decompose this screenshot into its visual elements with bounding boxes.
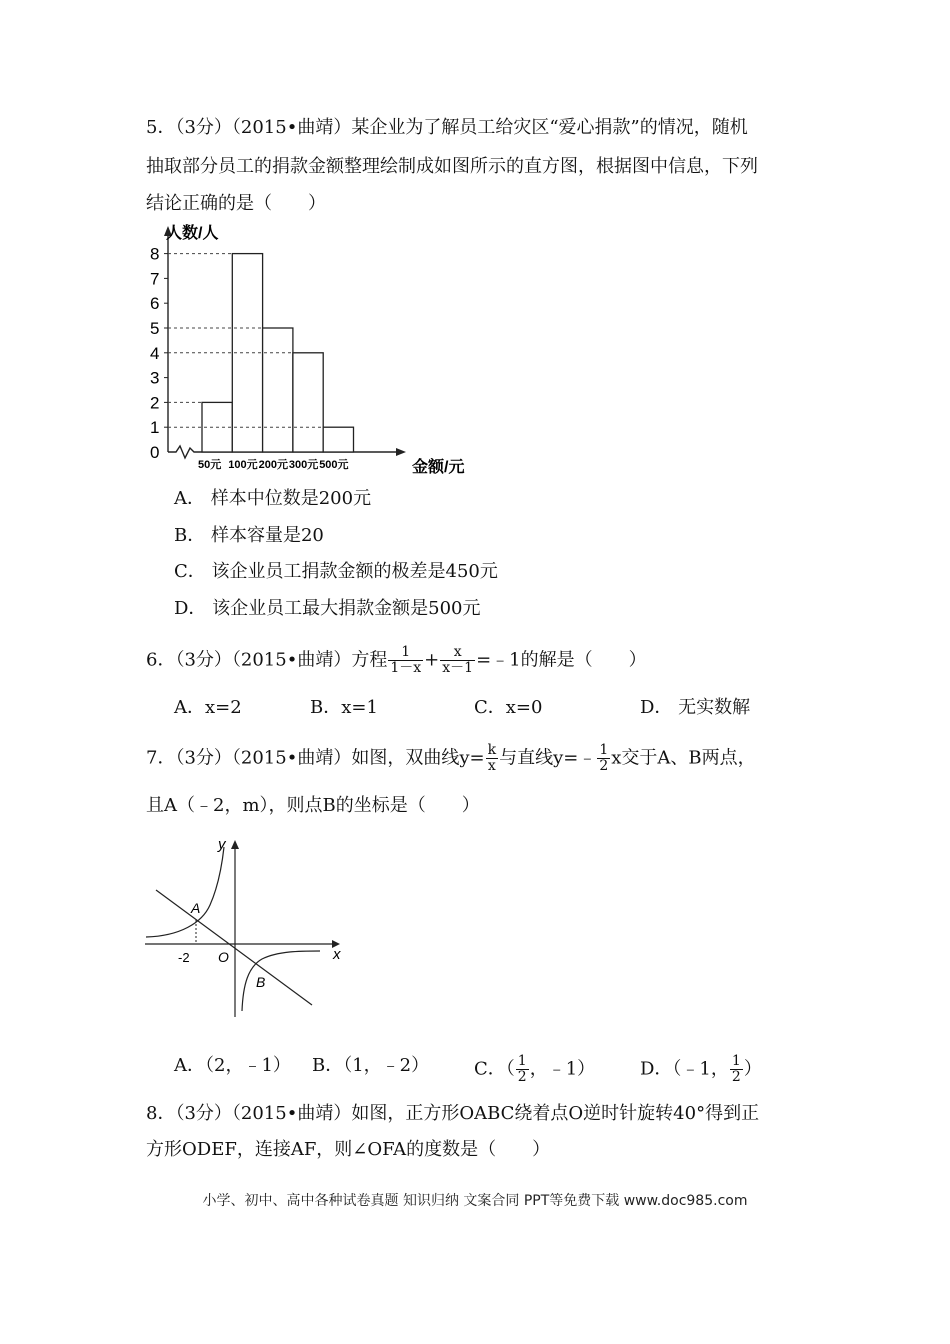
- q7-option-d-num: 1: [731, 1053, 741, 1069]
- q7-option-d-post: ）: [743, 1058, 762, 1080]
- q7-option-c[interactable]: [474, 1054, 595, 1085]
- q7-fraction-1: [486, 743, 498, 774]
- q7-option-c-den: 2: [517, 1069, 527, 1085]
- q6-fraction-2: [440, 645, 475, 676]
- q5-line-2: 抽取部分员工的捐款金额整理绘制成如图所示的直方图，根据图中信息，下列: [146, 156, 758, 177]
- histogram-ylabel: 人数/人: [166, 225, 219, 242]
- q6-option-a[interactable]: A．x=2: [174, 697, 242, 718]
- histogram-bar: [293, 353, 323, 452]
- q5-option-b[interactable]: B． 样本容量是20: [174, 525, 324, 546]
- q6-frac1-num: 1: [388, 645, 423, 661]
- histogram-x-tick-label: 50元: [198, 459, 222, 471]
- graph-line: [156, 890, 312, 1005]
- histogram-x-tick-label: 500元: [319, 459, 349, 471]
- q7-option-c-num: 1: [517, 1053, 527, 1069]
- graph-origin-label: O: [218, 949, 229, 965]
- graph-y-label: y: [218, 836, 226, 853]
- q5-option-c[interactable]: C． 该企业员工捐款金额的极差是450元: [174, 561, 498, 582]
- q5-line-1: 5．（3分）（2015•曲靖）某企业为了解员工给灾区“爱心捐款”的情况，随机: [146, 117, 748, 138]
- graph-point-a: A: [191, 900, 201, 916]
- q5-option-a[interactable]: A． 样本中位数是200元: [174, 488, 372, 509]
- histogram-y-tick-label: 3: [150, 368, 160, 388]
- histogram-y-tick-label: 2: [150, 393, 160, 413]
- q6-suffix: =﹣1的解是（ ）: [476, 649, 647, 671]
- histogram-y-tick-label: 7: [150, 269, 160, 289]
- histogram-y-tick-label: 5: [150, 319, 160, 338]
- q7-option-d[interactable]: [640, 1054, 762, 1085]
- histogram-y-ticks: [150, 245, 168, 462]
- q7-fraction-2: [597, 743, 610, 774]
- q7-option-c-pre: C．（: [474, 1058, 515, 1080]
- graph-y-arrow-icon: [231, 840, 239, 849]
- histogram-y-tick-label: 8: [150, 244, 160, 264]
- q7-frac2-den: 2: [599, 758, 609, 774]
- q5-option-d[interactable]: D． 该企业员工最大捐款金额是500元: [174, 598, 481, 619]
- histogram-xlabel: 金额/元: [412, 459, 465, 476]
- q7-option-a[interactable]: A．（2，﹣1）: [174, 1055, 291, 1076]
- histogram-y-tick-label: 1: [150, 418, 160, 438]
- q7-line-1: [146, 743, 756, 774]
- histogram-chart: [130, 222, 480, 480]
- histogram-x-tick-label: 100元: [228, 459, 258, 471]
- q6-frac1-den: 1－x: [390, 660, 422, 676]
- q7-frac2-num: 1: [599, 742, 609, 758]
- q7-suffix: x交于A、B两点，: [611, 747, 756, 769]
- histogram-y-tick-label: 0: [150, 443, 160, 462]
- q7-graph: [140, 835, 350, 1020]
- q8-line-1: 8．（3分）（2015•曲靖）如图，正方形OABC绕着点O逆时针旋转40°得到正: [146, 1103, 760, 1124]
- q7-option-c-post: ，﹣1）: [529, 1058, 596, 1080]
- graph-point-b: B: [256, 974, 266, 990]
- histogram-y-tick-label: 6: [150, 294, 160, 314]
- q6-frac2-den: x－1: [442, 660, 474, 676]
- q6-prefix: 6．（3分）（2015•曲靖）方程: [146, 649, 388, 671]
- q7-frac1-num: k: [487, 742, 497, 758]
- histogram-bar: [263, 328, 293, 452]
- q7-line-2: 且A（﹣2，m），则点B的坐标是（ ）: [146, 795, 480, 816]
- page-footer: 小学、初中、高中各种试卷真题 知识归纳 文案合同 PPT等免费下载 www.doc985.com: [202, 1193, 748, 1209]
- histogram-x-ticks: [198, 457, 349, 471]
- q7-middle: 与直线y=﹣: [499, 747, 597, 769]
- graph-x-label: x: [333, 946, 341, 963]
- histogram-x-tick-label: 300元: [288, 459, 319, 471]
- q7-option-b[interactable]: B．（1，﹣2）: [312, 1055, 430, 1076]
- histogram-y-tick-label: 4: [150, 343, 160, 363]
- q6-line: [146, 645, 647, 676]
- histogram-bar: [323, 427, 353, 452]
- q8-line-2: 方形ODEF，连接AF，则∠OFA的度数是（ ）: [146, 1139, 551, 1160]
- q6-option-b[interactable]: B．x=1: [310, 697, 378, 718]
- q6-frac2-num: x: [440, 645, 475, 661]
- q7-option-c-frac: [516, 1054, 529, 1085]
- q5-line-3: 结论正确的是（ ）: [146, 193, 326, 214]
- histogram-x-tick-label: 200元: [258, 459, 288, 471]
- q6-fraction-1: [388, 645, 423, 676]
- q7-option-d-frac: [730, 1054, 743, 1085]
- histogram-x-arrow-icon: [396, 448, 406, 456]
- q6-option-d[interactable]: D． 无实数解: [640, 697, 751, 718]
- graph-neg2-label: -2: [178, 950, 190, 965]
- q7-option-d-den: 2: [731, 1069, 741, 1085]
- q7-frac1-den: x: [487, 758, 496, 774]
- q7-option-d-pre: D．（﹣1，: [640, 1058, 729, 1080]
- q6-option-c[interactable]: C．x=0: [474, 697, 543, 718]
- graph-hyperbola-upper-branch: [146, 847, 224, 937]
- q6-plus: +: [424, 649, 440, 671]
- q7-prefix: 7．（3分）（2015•曲靖）如图，双曲线y=: [146, 747, 485, 769]
